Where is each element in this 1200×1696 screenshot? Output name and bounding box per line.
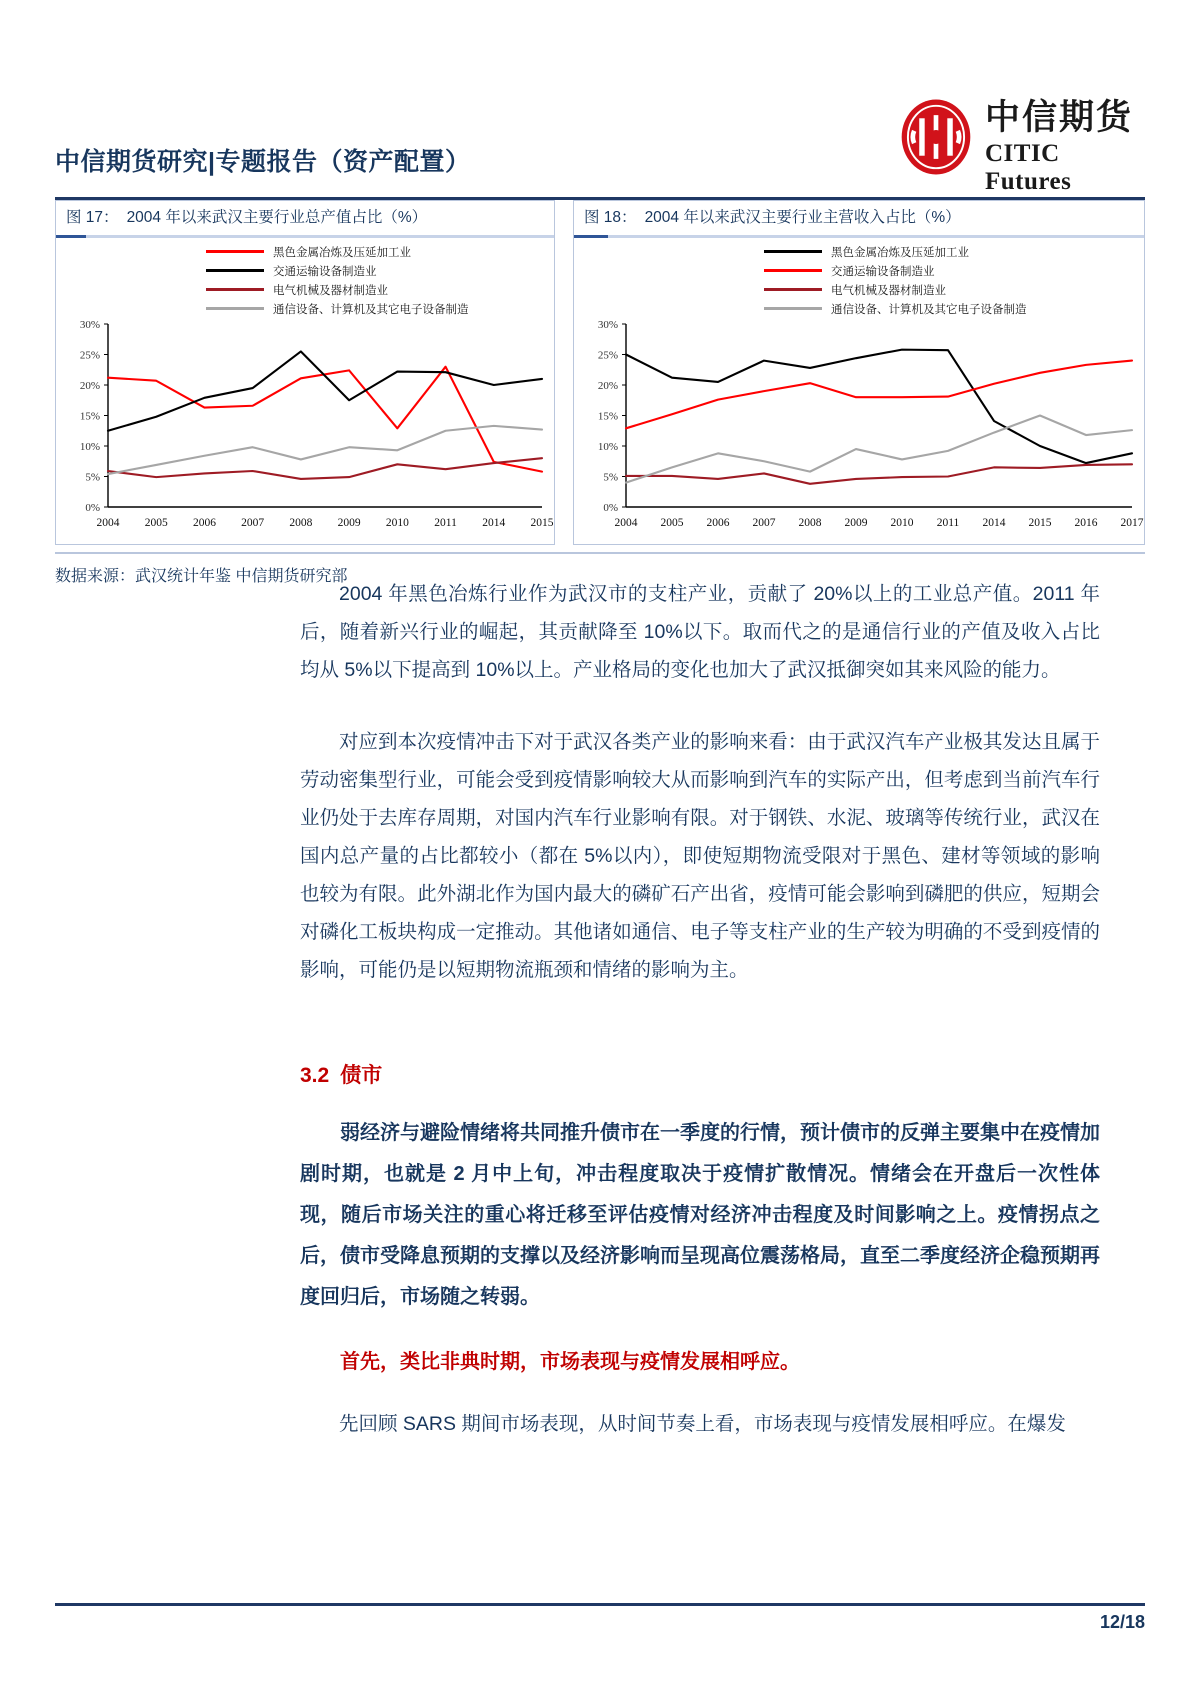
figure-18-number: 图 18： <box>584 209 637 226</box>
legend-swatch-icon <box>206 307 264 310</box>
figure-17-title: 2004 年以来武汉主要行业总产值占比（%） <box>126 209 428 226</box>
svg-text:2006: 2006 <box>192 517 216 529</box>
svg-text:15%: 15% <box>79 410 100 423</box>
svg-text:25%: 25% <box>597 349 618 362</box>
figure-18-plot <box>574 238 1144 544</box>
heading-spacer <box>300 1089 1100 1113</box>
section-paragraph-1: 弱经济与避险情绪将共同推升债市在一季度的行情，预计债市的反弹主要集中在疫情加剧时期，也就是 2 月中上旬，冲击程度取决于疫情扩散情况。情绪会在开盘后一次性体现，随后市场关注的重心将迁移至评估疫情对经济冲击程度及时间影响之上。疫情拐点之后，债市受降息预期的支撑以及经济影响而呈现高位震荡格局，直至二季度经济企稳预期再度回归后，市场随之转弱。 <box>300 1122 1100 1308</box>
svg-text:2006: 2006 <box>706 517 730 529</box>
svg-text:2015: 2015 <box>530 517 554 529</box>
source-text: 数据来源：武汉统计年鉴 中信期货研究部 <box>55 568 348 585</box>
logo-chinese-name: 中信期货 <box>985 98 1134 137</box>
svg-text:2015: 2015 <box>1028 517 1052 529</box>
legend-label: 交通运输设备制造业 <box>831 265 935 278</box>
svg-text:15%: 15% <box>597 410 618 423</box>
legend-label: 黑色金属冶炼及压延加工业 <box>831 246 969 259</box>
legend-label: 交通运输设备制造业 <box>273 265 377 278</box>
svg-text:25%: 25% <box>79 349 100 362</box>
footer-divider <box>55 1603 1145 1606</box>
legend-label: 通信设备、计算机及其它电子设备制造 <box>831 303 1027 316</box>
svg-text:2004: 2004 <box>614 517 638 529</box>
legend-swatch-icon <box>764 269 822 272</box>
legend-item <box>574 261 1144 280</box>
section-highlight: 首先，类比非典时期，市场表现与疫情发展相呼应。 <box>340 1351 800 1373</box>
svg-text:20%: 20% <box>597 380 618 392</box>
figure-18-line-chart <box>574 316 1144 541</box>
svg-text:10%: 10% <box>597 441 618 453</box>
legend-item <box>574 280 1144 299</box>
svg-text:2014: 2014 <box>482 517 506 529</box>
logo-english-name: CITIC Futures <box>985 140 1072 195</box>
legend-item <box>56 280 554 299</box>
legend-item <box>56 242 554 261</box>
svg-text:20%: 20% <box>79 380 100 392</box>
svg-text:0%: 0% <box>603 502 618 514</box>
source-divider <box>55 552 1145 554</box>
legend-swatch-icon <box>206 288 264 291</box>
legend-item <box>574 242 1144 261</box>
svg-text:2007: 2007 <box>241 517 265 529</box>
legend-label: 黑色金属冶炼及压延加工业 <box>273 246 411 259</box>
figure-17-plot <box>56 238 554 544</box>
figure-17-legend <box>56 242 554 320</box>
svg-text:2008: 2008 <box>798 517 822 529</box>
svg-text:0%: 0% <box>85 502 100 514</box>
figure-17 <box>55 200 555 545</box>
section-heading-3-2 <box>300 1059 1100 1089</box>
legend-label: 通信设备、计算机及其它电子设备制造 <box>273 303 469 316</box>
svg-text:2016: 2016 <box>1074 517 1098 529</box>
section-paragraph-3: 先回顾 SARS 期间市场表现，从时间节奏上看，市场表现与疫情发展相呼应。在爆发 <box>339 1413 1066 1435</box>
svg-text:2014: 2014 <box>982 517 1006 529</box>
svg-text:5%: 5% <box>85 471 100 484</box>
figure-18-caption <box>574 201 1144 235</box>
figure-18-legend <box>574 242 1144 320</box>
svg-text:2010: 2010 <box>890 517 914 529</box>
section-spacer <box>300 989 1100 1059</box>
page-number: 12/18 <box>1099 1612 1145 1632</box>
svg-text:2007: 2007 <box>752 517 776 529</box>
page-header <box>55 98 1145 200</box>
svg-text:2008: 2008 <box>289 517 313 529</box>
svg-text:10%: 10% <box>79 441 100 453</box>
body-content <box>300 575 1100 1443</box>
paragraph-spacer <box>300 1318 1100 1342</box>
citic-futures-logo <box>897 96 1145 195</box>
figure-18-title: 2004 年以来武汉主要行业主营收入占比（%） <box>644 209 961 226</box>
svg-text:2011: 2011 <box>434 517 457 529</box>
paragraph-spacer <box>300 1383 1100 1405</box>
legend-label: 电气机械及器材制造业 <box>273 284 388 297</box>
legend-swatch-icon <box>206 269 264 272</box>
figure-17-line-chart <box>56 316 554 541</box>
legend-swatch-icon <box>206 250 264 253</box>
section-title: 债市 <box>340 1064 383 1087</box>
header-title: 中信期货研究|专题报告（资产配置） <box>55 148 471 176</box>
figure-17-caption <box>56 201 554 235</box>
svg-text:2004: 2004 <box>96 517 120 529</box>
paragraph-1: 2004 年黑色冶炼行业作为武汉市的支柱产业，贡献了 20%以上的工业总产值。2011 年后，随着新兴行业的崛起，其贡献降至 10%以下。取而代之的是通信行业的产值及收入占比均从 5%以下提高到 10%以上。产业格局的变化也加大了武汉抵御突如其来风险的能力。 <box>300 583 1100 681</box>
legend-swatch-icon <box>764 250 822 253</box>
svg-text:5%: 5% <box>603 471 618 484</box>
figure-17-number: 图 17： <box>66 209 119 226</box>
svg-text:30%: 30% <box>597 319 618 331</box>
figure-18 <box>573 200 1145 545</box>
svg-text:2005: 2005 <box>660 517 684 529</box>
svg-text:2009: 2009 <box>844 517 868 529</box>
svg-text:2005: 2005 <box>144 517 168 529</box>
svg-text:2010: 2010 <box>385 517 409 529</box>
legend-swatch-icon <box>764 288 822 291</box>
legend-item <box>56 261 554 280</box>
paragraph-spacer <box>300 689 1100 723</box>
citic-logo-mark-icon <box>897 98 975 176</box>
legend-swatch-icon <box>764 307 822 310</box>
paragraph-2: 对应到本次疫情冲击下对于武汉各类产业的影响来看：由于武汉汽车产业极其发达且属于劳动密集型行业，可能会受到疫情影响较大从而影响到汽车的实际产出，但考虑到当前汽车行业仍处于去库存周期，对国内汽车行业影响有限。对于钢铁、水泥、玻璃等传统行业，武汉在国内总产量的占比都较小（都在 5%以内），即使短期物流受限对于黑色、建材等领域的影响也较为有限。此外湖北作为国内最大的磷矿石产出省，疫情可能会影响到磷肥的供应，短期会对磷化工板块构成一定推动。其他诸如通信、电子等支柱产业的生产较为明确的不受到疫情的影响，可能仍是以短期物流瓶颈和情绪的影响为主。 <box>300 731 1100 981</box>
legend-label: 电气机械及器材制造业 <box>831 284 946 297</box>
svg-text:2009: 2009 <box>337 517 361 529</box>
svg-text:2017: 2017 <box>1120 517 1144 529</box>
logo-wordmark <box>985 96 1145 196</box>
figures-row <box>55 200 1145 545</box>
svg-text:30%: 30% <box>79 319 100 331</box>
section-number: 3.2 <box>300 1064 330 1087</box>
svg-text:2011: 2011 <box>936 517 960 529</box>
